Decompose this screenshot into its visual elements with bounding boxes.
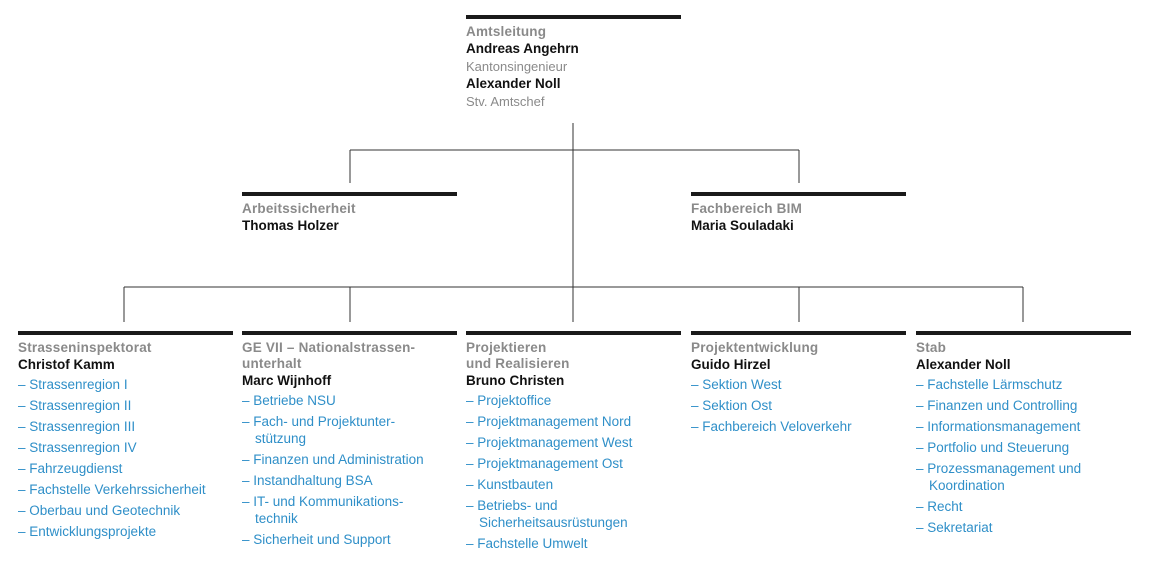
box-heading: Amtsleitung — [466, 24, 547, 39]
person-name: Alexander Noll — [916, 357, 1011, 372]
box-stab — [916, 331, 1131, 540]
list-item: – Fachbereich Veloverkehr — [691, 418, 906, 435]
list-item: – Finanzen und Administration — [242, 451, 457, 468]
list-item: – Entwicklungsprojekte — [18, 523, 233, 540]
person-name: Guido Hirzel — [691, 357, 771, 372]
list-item: – Projektmanagement Ost — [466, 455, 681, 472]
person-role: Stv. Amtschef — [466, 94, 545, 109]
list-item: – Recht — [916, 498, 1131, 515]
list-item: – Sekretariat — [916, 519, 1131, 536]
person-name: Marc Wijnhoff — [242, 373, 332, 388]
box-arbeitssicherheit — [242, 192, 457, 235]
list-item: – Instandhaltung BSA — [242, 472, 457, 489]
person-name: Maria Souladaki — [691, 218, 794, 233]
box-heading: Projektieren und Realisieren — [466, 340, 570, 371]
list-item: – Projektmanagement West — [466, 434, 681, 451]
list-item: – Projektoffice — [466, 392, 681, 409]
box-projektentwicklung — [691, 331, 906, 439]
person-name: Bruno Christen — [466, 373, 565, 388]
list-item: – Strassenregion I — [18, 376, 233, 393]
list-item: – Strassenregion II — [18, 397, 233, 414]
box-strasseninspektorat — [18, 331, 233, 544]
unit-list — [691, 376, 906, 435]
unit-list — [466, 392, 681, 552]
list-item: – Sicherheit und Support — [242, 531, 457, 548]
box-heading: Projektentwicklung — [691, 340, 819, 355]
box-projektieren-realisieren — [466, 331, 681, 556]
list-item: – Prozessmanagement und Koordination — [916, 460, 1131, 494]
list-item: – Finanzen und Controlling — [916, 397, 1131, 414]
box-amtsleitung — [466, 15, 681, 110]
list-item: – Strassenregion IV — [18, 439, 233, 456]
box-heading: Stab — [916, 340, 947, 355]
list-item: – Fahrzeugdienst — [18, 460, 233, 477]
list-item: – Fachstelle Lärmschutz — [916, 376, 1131, 393]
unit-list — [18, 376, 233, 540]
list-item: – Projektmanagement Nord — [466, 413, 681, 430]
list-item: – Fach- und Projektunter- stützung — [242, 413, 457, 447]
person-name: Alexander Noll — [466, 76, 561, 91]
list-item: – Betriebs- und Sicherheitsausrüstungen — [466, 497, 681, 531]
unit-list — [242, 392, 457, 548]
person-role: Kantonsingenieur — [466, 59, 568, 74]
list-item: – Strassenregion III — [18, 418, 233, 435]
list-item: – Informationsmanagement — [916, 418, 1131, 435]
list-item: – Fachstelle Verkehrssicherheit — [18, 481, 233, 498]
list-item: – Sektion West — [691, 376, 906, 393]
box-heading: Fachbereich BIM — [691, 201, 803, 216]
person-name: Thomas Holzer — [242, 218, 339, 233]
box-fachbereich-bim — [691, 192, 906, 235]
list-item: – IT- und Kommunikations- technik — [242, 493, 457, 527]
box-heading: Strasseninspektorat — [18, 340, 152, 355]
box-heading: GE VII – Nationalstrassen- unterhalt — [242, 340, 416, 371]
list-item: – Fachstelle Umwelt — [466, 535, 681, 552]
list-item: – Betriebe NSU — [242, 392, 457, 409]
box-nationalstrassenunterhalt — [242, 331, 457, 552]
person-name: Andreas Angehrn — [466, 41, 579, 56]
list-item: – Portfolio und Steuerung — [916, 439, 1131, 456]
list-item: – Sektion Ost — [691, 397, 906, 414]
box-heading: Arbeitssicherheit — [242, 201, 356, 216]
list-item: – Oberbau und Geotechnik — [18, 502, 233, 519]
person-name: Christof Kamm — [18, 357, 115, 372]
unit-list — [916, 376, 1131, 536]
list-item: – Kunstbauten — [466, 476, 681, 493]
